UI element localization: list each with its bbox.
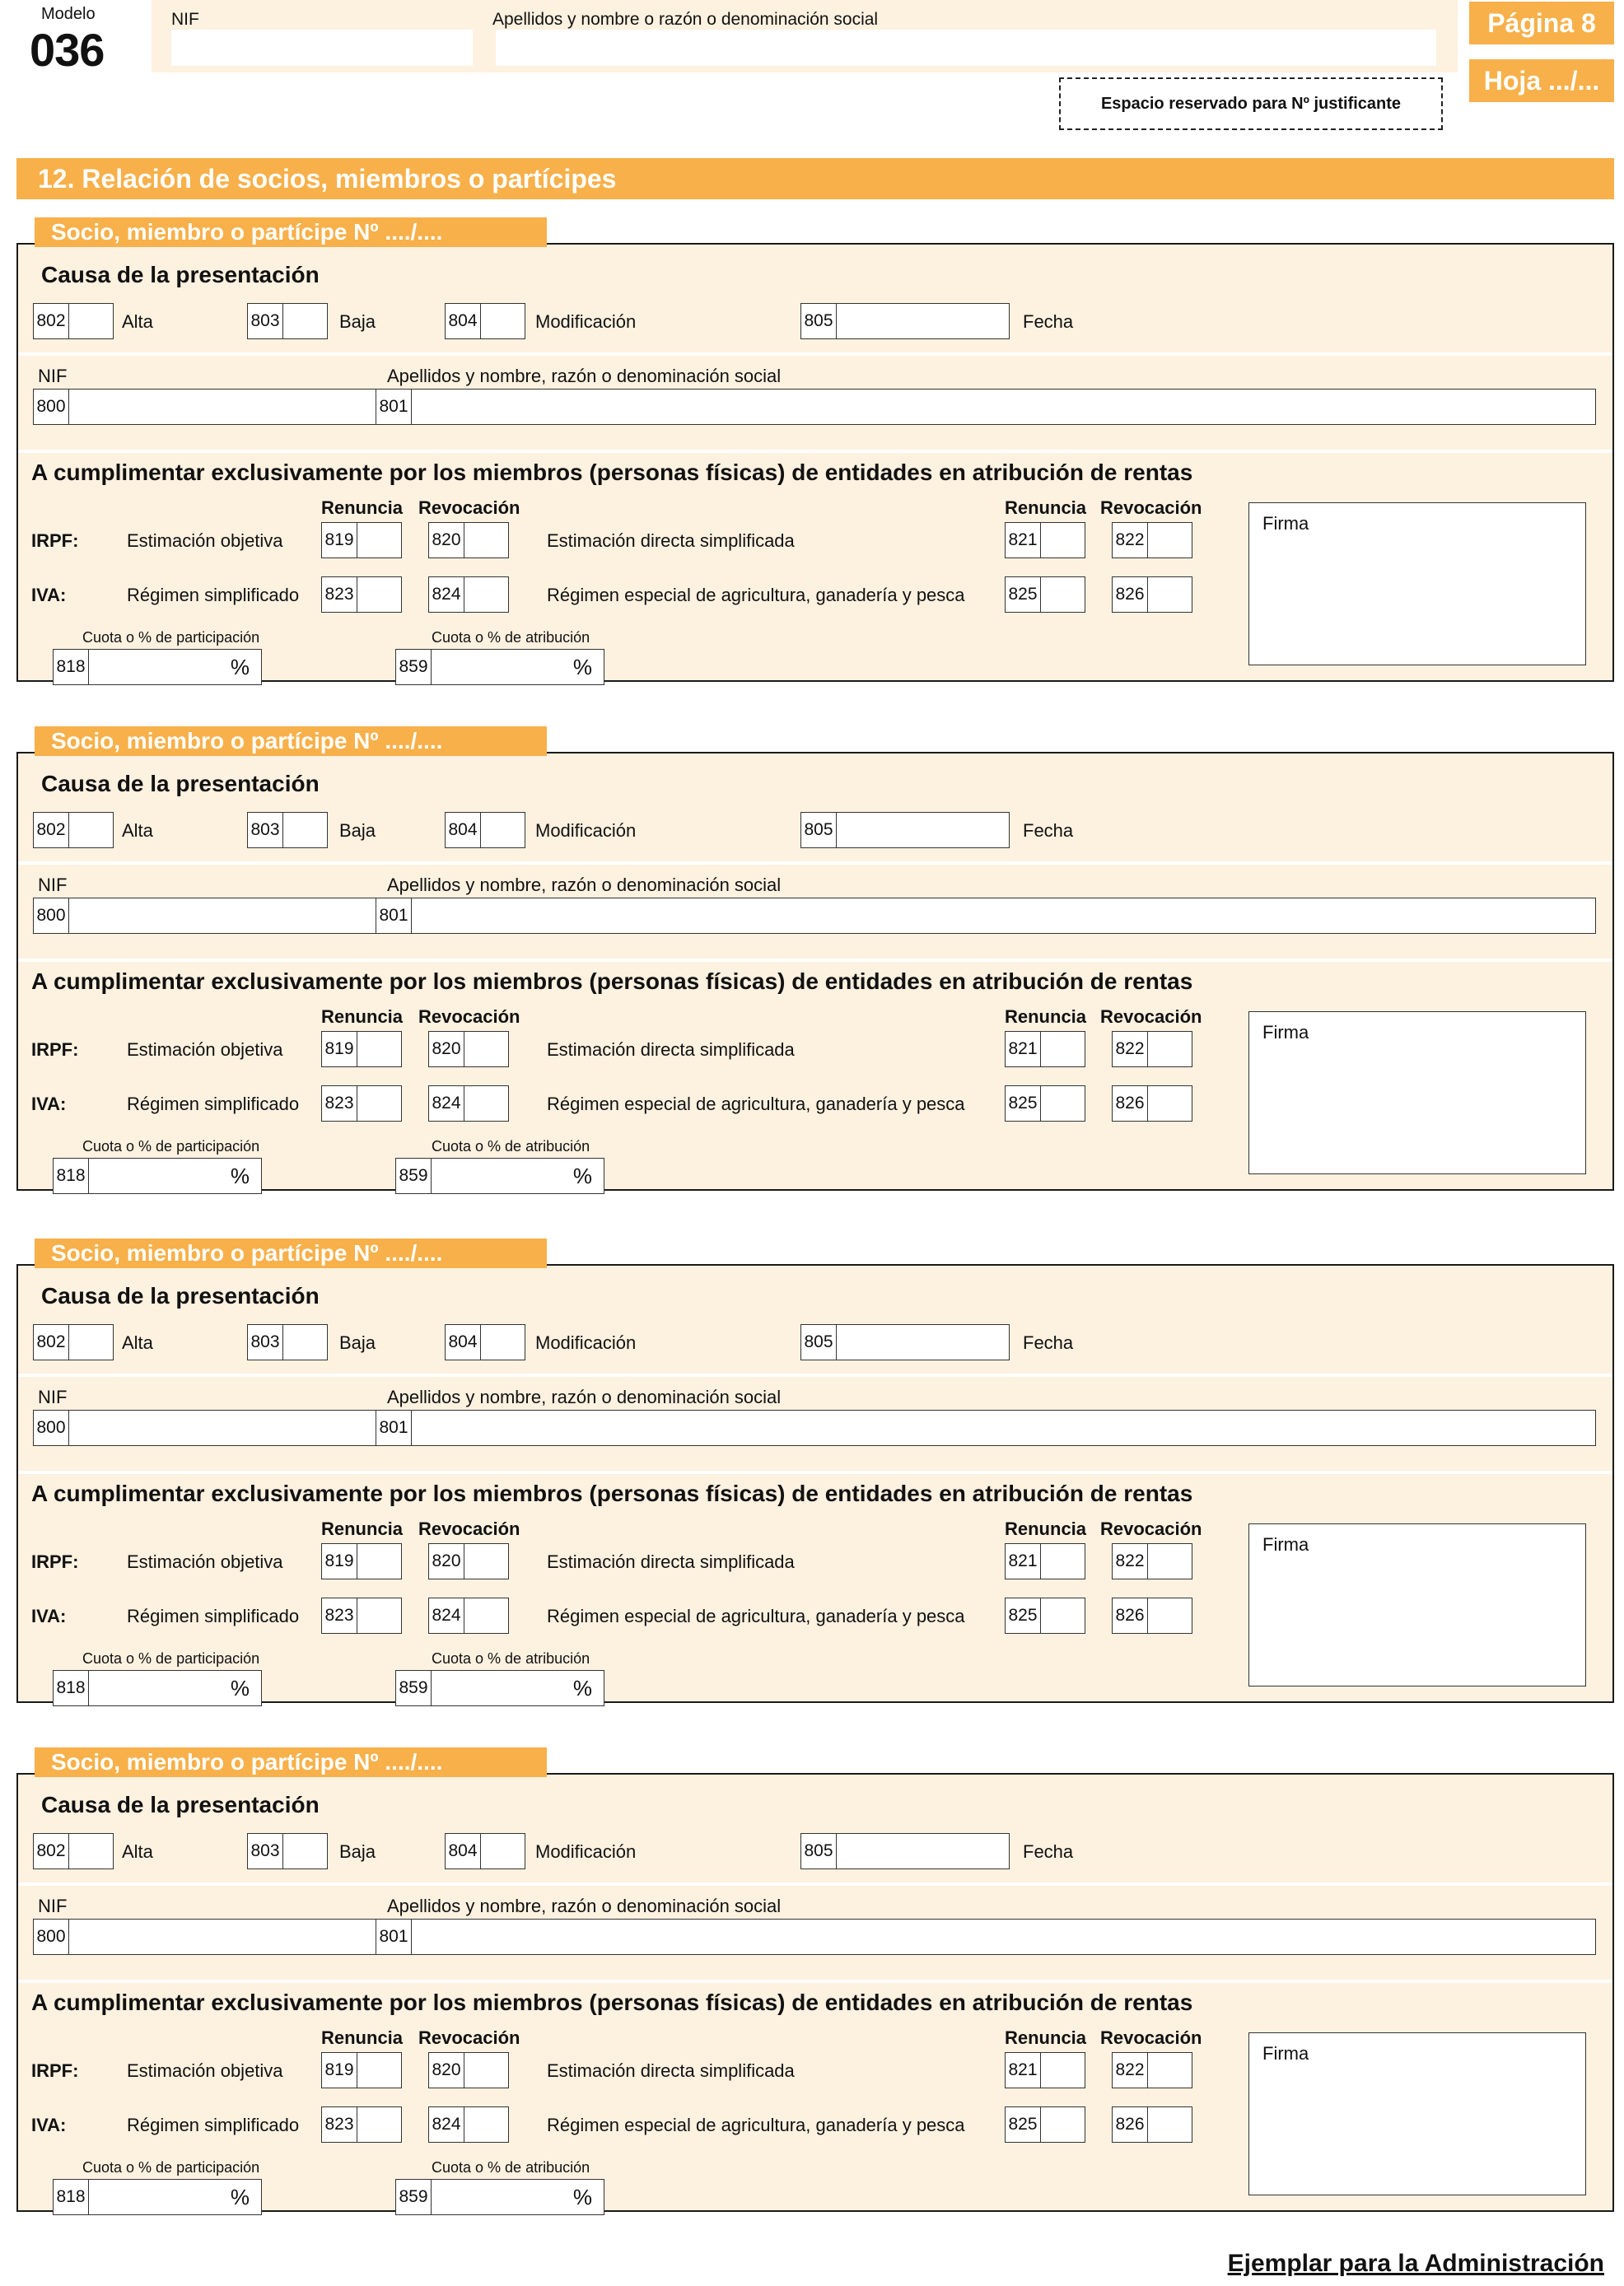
field-code: 823	[322, 1086, 357, 1121]
percent-sign: %	[572, 1163, 592, 1188]
irpf-directa-revocacion[interactable]	[1112, 2052, 1192, 2088]
field-code: 819	[322, 523, 357, 558]
field-code: 803	[248, 1834, 283, 1868]
irpf-directa-renuncia[interactable]	[1005, 2052, 1085, 2088]
field-code: 804	[446, 1325, 481, 1360]
field-code: 859	[396, 1671, 432, 1705]
modificacion-field[interactable]	[445, 1833, 525, 1869]
field-code: 822	[1113, 523, 1148, 558]
socio-tab-title: Socio, miembro o partícipe Nº ..../....	[35, 217, 547, 247]
field-code: 823	[322, 577, 357, 612]
percent-sign: %	[572, 2184, 592, 2209]
irpf-directa-renuncia[interactable]	[1005, 1031, 1085, 1067]
divider	[18, 861, 1612, 865]
field-code: 805	[801, 1834, 837, 1868]
field-code: 800	[34, 1920, 69, 1954]
estimacion-objetiva-label: Estimación objetiva	[127, 2060, 283, 2081]
iva-especial-renuncia[interactable]	[1005, 2106, 1085, 2143]
firma-label: Firma	[1262, 1022, 1309, 1043]
name-label: Apellidos y nombre, razón o denominación social	[387, 366, 782, 386]
percent-sign: %	[572, 1675, 592, 1701]
atribucion-title: A cumplimentar exclusivamente por los miembros (personas físicas) de entidades en atribución de rentas	[31, 1990, 1193, 2015]
cuota-participacion-field[interactable]	[53, 649, 262, 685]
estimacion-directa-label: Estimación directa simplificada	[547, 2060, 795, 2081]
field-code: 818	[54, 1159, 89, 1193]
fecha-label: Fecha	[1023, 1332, 1074, 1353]
baja-field[interactable]	[247, 1324, 328, 1360]
irpf-objetiva-revocacion[interactable]	[428, 1031, 509, 1067]
renuncia-header: Renuncia	[321, 497, 404, 518]
field-code: 825	[1006, 2107, 1041, 2142]
revocacion-header: Revocación	[418, 1006, 520, 1027]
field-code: 824	[429, 1598, 464, 1633]
revocacion-header: Revocación	[418, 1519, 520, 1539]
alta-field[interactable]	[33, 812, 114, 848]
fecha-field[interactable]	[800, 812, 1010, 848]
irpf-directa-revocacion[interactable]	[1112, 1031, 1192, 1067]
field-code: 818	[54, 2180, 89, 2214]
estimacion-objetiva-label: Estimación objetiva	[127, 530, 283, 551]
field-code: 820	[429, 1032, 464, 1066]
regimen-especial-label: Régimen especial de agricultura, ganadería y pesca	[547, 1094, 965, 1114]
iva-simplificado-renuncia[interactable]	[321, 576, 402, 613]
modificacion-label: Modificación	[535, 311, 637, 332]
estimacion-directa-label: Estimación directa simplificada	[547, 1039, 795, 1060]
header-nif-input[interactable]	[171, 30, 473, 66]
divider	[18, 352, 1612, 356]
field-code: 803	[248, 813, 283, 847]
iva-especial-revocacion[interactable]	[1112, 1598, 1192, 1634]
irpf-objetiva-revocacion[interactable]	[428, 2052, 509, 2088]
regimen-especial-label: Régimen especial de agricultura, ganadería y pesca	[547, 585, 965, 605]
causa-title: Causa de la presentación	[41, 771, 320, 796]
page-number-badge: Página 8	[1469, 2, 1614, 44]
field-code: 802	[34, 1834, 69, 1868]
regimen-simplificado-label: Régimen simplificado	[127, 2115, 300, 2135]
field-code: 820	[429, 2053, 464, 2088]
iva-especial-renuncia[interactable]	[1005, 1085, 1085, 1122]
field-code: 859	[396, 1159, 432, 1193]
field-code: 800	[34, 898, 69, 933]
iva-label: IVA:	[31, 1094, 67, 1114]
baja-field[interactable]	[247, 812, 328, 848]
cuota-atribucion-label: Cuota o % de atribución	[432, 1650, 590, 1667]
iva-simplificado-revocacion[interactable]	[428, 2106, 509, 2143]
reserved-space-justificante: Espacio reservado para Nº justificante	[1059, 77, 1443, 130]
causa-title: Causa de la presentación	[41, 1283, 320, 1309]
field-code: 819	[322, 1544, 357, 1579]
field-code: 859	[396, 650, 432, 684]
field-code: 818	[54, 650, 89, 684]
divider	[18, 1980, 1612, 1983]
atribucion-title: A cumplimentar exclusivamente por los miembros (personas físicas) de entidades en atribución de rentas	[31, 460, 1193, 485]
cuota-participacion-label: Cuota o % de participación	[82, 629, 260, 646]
field-code: 801	[376, 1920, 412, 1954]
header-name-input[interactable]	[496, 30, 1436, 66]
field-code: 800	[34, 390, 69, 424]
renuncia-header: Renuncia	[1005, 1006, 1087, 1027]
irpf-objetiva-renuncia[interactable]	[321, 1031, 402, 1067]
irpf-label: IRPF:	[31, 1551, 79, 1572]
alta-label: Alta	[122, 1332, 153, 1353]
irpf-directa-renuncia[interactable]	[1005, 1543, 1085, 1579]
estimacion-directa-label: Estimación directa simplificada	[547, 530, 795, 551]
field-code: 803	[248, 1325, 283, 1360]
field-code: 801	[376, 390, 412, 424]
renuncia-header: Renuncia	[1005, 497, 1087, 518]
irpf-directa-revocacion[interactable]	[1112, 1543, 1192, 1579]
percent-sign: %	[230, 1675, 250, 1701]
revocacion-header: Revocación	[418, 2027, 520, 2048]
regimen-especial-label: Régimen especial de agricultura, ganadería y pesca	[547, 1606, 965, 1626]
iva-simplificado-revocacion[interactable]	[428, 1598, 509, 1634]
field-code: 802	[34, 304, 69, 338]
atribucion-title: A cumplimentar exclusivamente por los miembros (personas físicas) de entidades en atribución de rentas	[31, 1481, 1193, 1506]
firma-box[interactable]	[1248, 502, 1586, 665]
socio-block	[16, 726, 1614, 1191]
field-code: 821	[1006, 523, 1041, 558]
cuota-atribucion-field[interactable]	[395, 649, 604, 685]
cuota-atribucion-label: Cuota o % de atribución	[432, 629, 590, 646]
divider	[18, 1471, 1612, 1474]
field-code: 802	[34, 813, 69, 847]
renuncia-header: Renuncia	[1005, 2027, 1087, 2048]
iva-especial-renuncia[interactable]	[1005, 1598, 1085, 1634]
name-label: Apellidos y nombre, razón o denominación social	[387, 1387, 782, 1407]
irpf-label: IRPF:	[31, 2060, 79, 2081]
nif-field[interactable]	[33, 389, 379, 425]
field-code: 801	[376, 898, 412, 933]
baja-label: Baja	[339, 1841, 376, 1862]
field-code: 820	[429, 523, 464, 558]
field-code: 818	[54, 1671, 89, 1705]
iva-especial-revocacion[interactable]	[1112, 2106, 1192, 2143]
field-code: 822	[1113, 1544, 1148, 1579]
firma-box[interactable]	[1248, 1523, 1586, 1687]
alta-label: Alta	[122, 311, 153, 332]
field-code: 802	[34, 1325, 69, 1360]
field-code: 824	[429, 1086, 464, 1121]
iva-simplificado-revocacion[interactable]	[428, 1085, 509, 1122]
regimen-simplificado-label: Régimen simplificado	[127, 585, 300, 605]
header-nif-label: NIF	[171, 10, 199, 29]
alta-field[interactable]	[33, 1833, 114, 1869]
field-code: 800	[34, 1411, 69, 1445]
cuota-atribucion-field[interactable]	[395, 1670, 604, 1706]
baja-field[interactable]	[247, 1833, 328, 1869]
firma-label: Firma	[1262, 1534, 1309, 1555]
atribucion-title: A cumplimentar exclusivamente por los miembros (personas físicas) de entidades en atribución de rentas	[31, 968, 1193, 994]
firma-label: Firma	[1262, 2043, 1309, 2064]
name-field[interactable]	[376, 389, 1596, 425]
causa-title: Causa de la presentación	[41, 262, 320, 287]
iva-label: IVA:	[31, 585, 67, 605]
field-code: 826	[1113, 1086, 1148, 1121]
name-label: Apellidos y nombre, razón o denominación social	[387, 1896, 782, 1916]
socio-tab-title: Socio, miembro o partícipe Nº ..../....	[35, 1239, 547, 1268]
header-name-label: Apellidos y nombre o razón o denominación social	[492, 10, 879, 29]
alta-label: Alta	[122, 1841, 153, 1862]
field-code: 825	[1006, 1598, 1041, 1633]
field-code: 821	[1006, 2053, 1041, 2088]
name-field[interactable]	[376, 1410, 1596, 1446]
percent-sign: %	[572, 654, 592, 679]
cuota-atribucion-field[interactable]	[395, 1158, 604, 1194]
regimen-simplificado-label: Régimen simplificado	[127, 1606, 300, 1626]
fecha-label: Fecha	[1023, 820, 1074, 841]
socio-block	[16, 1239, 1614, 1703]
name-field[interactable]	[376, 1919, 1596, 1955]
nif-field[interactable]	[33, 1919, 379, 1955]
irpf-label: IRPF:	[31, 1039, 79, 1060]
baja-label: Baja	[339, 311, 376, 332]
irpf-objetiva-revocacion[interactable]	[428, 522, 509, 558]
cuota-atribucion-label: Cuota o % de atribución	[432, 1138, 590, 1155]
revocacion-header: Revocación	[1100, 497, 1202, 518]
regimen-simplificado-label: Régimen simplificado	[127, 1094, 300, 1114]
socio-block	[16, 1747, 1614, 2212]
estimacion-directa-label: Estimación directa simplificada	[547, 1551, 795, 1572]
field-code: 804	[446, 1834, 481, 1868]
baja-label: Baja	[339, 820, 376, 841]
field-code: 805	[801, 304, 837, 338]
estimacion-objetiva-label: Estimación objetiva	[127, 1039, 283, 1060]
nif-label: NIF	[38, 366, 68, 386]
irpf-objetiva-renuncia[interactable]	[321, 522, 402, 558]
alta-label: Alta	[122, 820, 153, 841]
modelo-label: Modelo	[41, 5, 96, 23]
irpf-label: IRPF:	[31, 530, 79, 551]
firma-box[interactable]	[1248, 2032, 1586, 2195]
alta-field[interactable]	[33, 1324, 114, 1360]
irpf-directa-revocacion[interactable]	[1112, 522, 1192, 558]
modelo-number: 036	[30, 24, 105, 76]
hoja-badge: Hoja .../...	[1469, 59, 1614, 102]
revocacion-header: Revocación	[418, 497, 520, 518]
cuota-atribucion-field[interactable]	[395, 2179, 604, 2215]
divider	[18, 1882, 1612, 1886]
field-code: 824	[429, 2107, 464, 2142]
alta-field[interactable]	[33, 303, 114, 339]
footer-ejemplar: Ejemplar para la Administración	[1227, 2250, 1604, 2277]
field-code: 805	[801, 1325, 837, 1360]
nif-label: NIF	[38, 875, 68, 895]
field-code: 823	[322, 1598, 357, 1633]
field-code: 823	[322, 2107, 357, 2142]
renuncia-header: Renuncia	[1005, 1519, 1087, 1539]
divider	[18, 450, 1612, 453]
modificacion-field[interactable]	[445, 812, 525, 848]
percent-sign: %	[230, 1163, 250, 1188]
regimen-especial-label: Régimen especial de agricultura, ganadería y pesca	[547, 2115, 965, 2135]
field-code: 825	[1006, 1086, 1041, 1121]
field-code: 805	[801, 813, 837, 847]
field-code: 820	[429, 1544, 464, 1579]
firma-box[interactable]	[1248, 1011, 1586, 1174]
cuota-participacion-label: Cuota o % de participación	[82, 1650, 260, 1667]
renuncia-header: Renuncia	[321, 1006, 404, 1027]
iva-simplificado-renuncia[interactable]	[321, 1085, 402, 1122]
divider	[18, 1374, 1612, 1377]
revocacion-header: Revocación	[1100, 1006, 1202, 1027]
field-code: 859	[396, 2180, 432, 2214]
revocacion-header: Revocación	[1100, 1519, 1202, 1539]
field-code: 824	[429, 577, 464, 612]
baja-field[interactable]	[247, 303, 328, 339]
section-title: 12. Relación de socios, miembros o partícipes	[16, 158, 1614, 199]
modificacion-field[interactable]	[445, 303, 525, 339]
field-code: 819	[322, 1032, 357, 1066]
irpf-objetiva-revocacion[interactable]	[428, 1543, 509, 1579]
field-code: 821	[1006, 1544, 1041, 1579]
field-code: 819	[322, 2053, 357, 2088]
field-code: 821	[1006, 1032, 1041, 1066]
field-code: 822	[1113, 2053, 1148, 2088]
iva-simplificado-renuncia[interactable]	[321, 2106, 402, 2143]
percent-sign: %	[230, 2184, 250, 2209]
nif-label: NIF	[38, 1387, 68, 1407]
cuota-participacion-label: Cuota o % de participación	[82, 2159, 260, 2176]
iva-simplificado-renuncia[interactable]	[321, 1598, 402, 1634]
divider	[18, 959, 1612, 962]
cuota-participacion-field[interactable]	[53, 2179, 262, 2215]
fecha-label: Fecha	[1023, 311, 1074, 332]
field-code: 804	[446, 813, 481, 847]
renuncia-header: Renuncia	[321, 2027, 404, 2048]
modificacion-label: Modificación	[535, 1841, 637, 1862]
field-code: 801	[376, 1411, 412, 1445]
fecha-field[interactable]	[800, 1833, 1010, 1869]
modificacion-label: Modificación	[535, 820, 637, 841]
fecha-label: Fecha	[1023, 1841, 1074, 1862]
iva-label: IVA:	[31, 1606, 67, 1626]
field-code: 826	[1113, 2107, 1148, 2142]
percent-sign: %	[230, 654, 250, 679]
name-field[interactable]	[376, 898, 1596, 934]
socio-block	[16, 217, 1614, 682]
baja-label: Baja	[339, 1332, 376, 1353]
field-code: 826	[1113, 577, 1148, 612]
iva-simplificado-revocacion[interactable]	[428, 576, 509, 613]
iva-especial-revocacion[interactable]	[1112, 1085, 1192, 1122]
revocacion-header: Revocación	[1100, 2027, 1202, 2048]
field-code: 804	[446, 304, 481, 338]
iva-especial-renuncia[interactable]	[1005, 576, 1085, 613]
socio-tab-title: Socio, miembro o partícipe Nº ..../....	[35, 726, 547, 756]
modificacion-label: Modificación	[535, 1332, 637, 1353]
irpf-objetiva-renuncia[interactable]	[321, 2052, 402, 2088]
field-code: 803	[248, 304, 283, 338]
cuota-atribucion-label: Cuota o % de atribución	[432, 2159, 590, 2176]
cuota-participacion-label: Cuota o % de participación	[82, 1138, 260, 1155]
field-code: 826	[1113, 1598, 1148, 1633]
socio-tab-title: Socio, miembro o partícipe Nº ..../....	[35, 1747, 547, 1777]
iva-especial-revocacion[interactable]	[1112, 576, 1192, 613]
fecha-field[interactable]	[800, 1324, 1010, 1360]
firma-label: Firma	[1262, 513, 1309, 534]
name-label: Apellidos y nombre, razón o denominación social	[387, 875, 782, 895]
modificacion-field[interactable]	[445, 1324, 525, 1360]
nif-field[interactable]	[33, 898, 379, 934]
irpf-objetiva-renuncia[interactable]	[321, 1543, 402, 1579]
field-code: 822	[1113, 1032, 1148, 1066]
causa-title: Causa de la presentación	[41, 1792, 320, 1817]
estimacion-objetiva-label: Estimación objetiva	[127, 1551, 283, 1572]
fecha-field[interactable]	[800, 303, 1010, 339]
cuota-participacion-field[interactable]	[53, 1670, 262, 1706]
field-code: 825	[1006, 577, 1041, 612]
nif-label: NIF	[38, 1896, 68, 1916]
iva-label: IVA:	[31, 2115, 67, 2135]
cuota-participacion-field[interactable]	[53, 1158, 262, 1194]
irpf-directa-renuncia[interactable]	[1005, 522, 1085, 558]
renuncia-header: Renuncia	[321, 1519, 404, 1539]
nif-field[interactable]	[33, 1410, 379, 1446]
